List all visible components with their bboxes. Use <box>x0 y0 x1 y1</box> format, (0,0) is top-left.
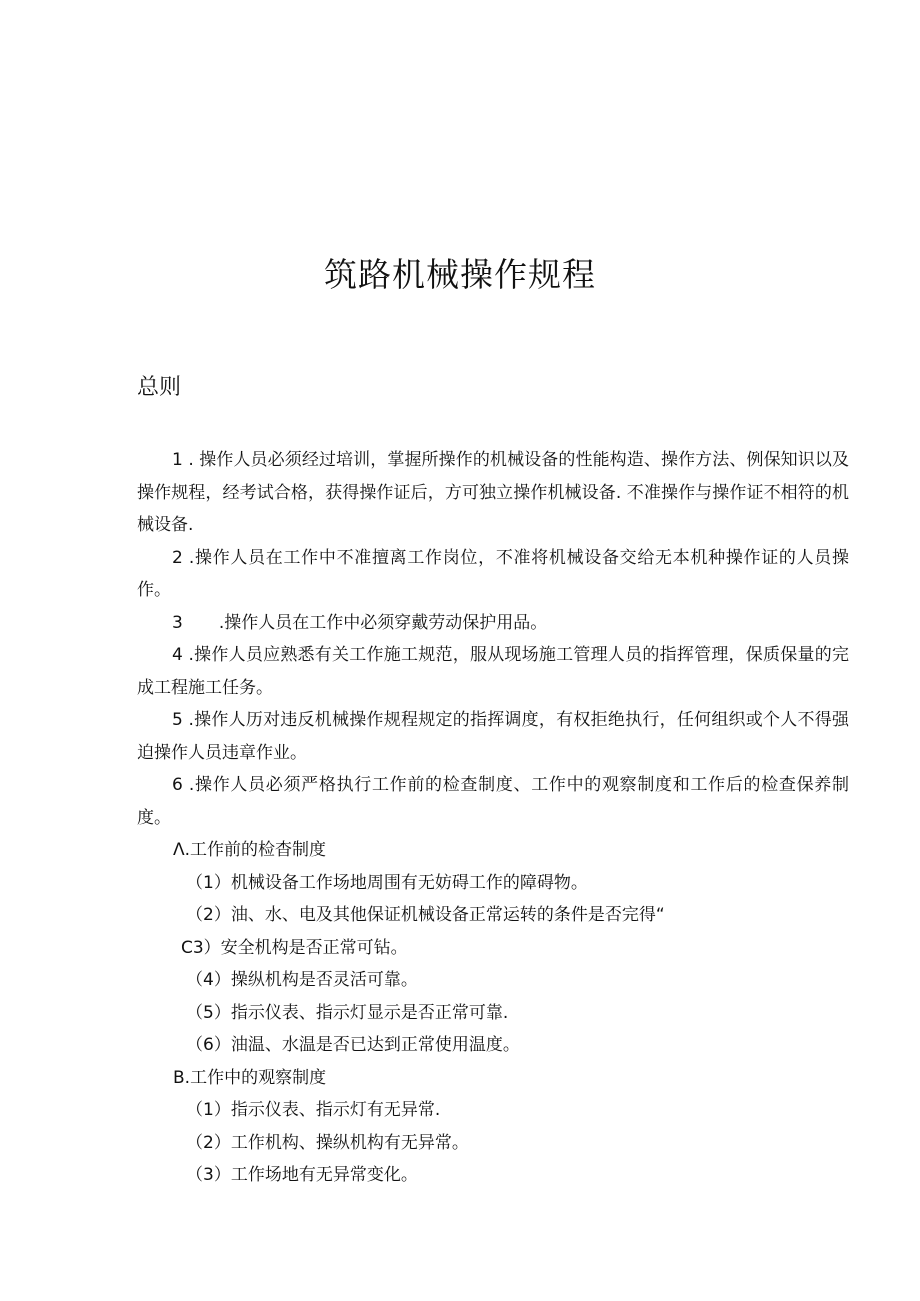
paragraph-text: .操作人员在工作中必须穿戴劳动保护用品。 <box>218 612 548 633</box>
document-body <box>137 444 849 1192</box>
check-item-1: （1）机械设备工作场地周围有无妨碍工作的障碍物。 <box>186 872 588 893</box>
observe-item-2: （2）工作机构、操纵机构有无异常。 <box>186 1132 469 1153</box>
paragraph-5 <box>137 704 849 769</box>
paragraph-number: 1 <box>172 450 183 470</box>
paragraph-text: .操作人员应熟悉有关工作施工规范，服从现场施工管理人员的指挥管理，保质保量的完成工程施工任务。 <box>137 645 849 698</box>
check-item-5: （5）指示仪表、指示灯显示是否正常可靠. <box>186 1002 509 1023</box>
observe-item-3: （3）工作场地有无异常变化。 <box>186 1165 418 1185</box>
paragraph-2 <box>137 542 849 607</box>
document-title: 筑路机械操作规程 <box>324 255 596 294</box>
section-heading: 总则 <box>137 375 182 400</box>
paragraph-3 <box>137 607 849 640</box>
paragraph-number: 2 <box>172 547 183 568</box>
paragraph-number: 5 <box>172 710 183 730</box>
paragraph-number: 6 <box>172 775 183 795</box>
paragraph-1 <box>137 444 849 542</box>
paragraph-6 <box>137 769 849 834</box>
paragraph-number: 3 <box>172 612 183 633</box>
check-item-2: （2）油、水、电及其他保证机械设备正常运转的条件是否完得“ <box>186 905 665 925</box>
subsection-a-heading: Λ.工作前的检杳制度 <box>173 840 327 860</box>
paragraph-text: .操作人员在工作中不准擅离工作岗位，不准将机械设备交给无本机种操作证的人员操作。 <box>137 547 849 600</box>
paragraph-text: .操作人员必须严格执行工作前的检查制度、工作中的观察制度和工作后的检查保养制度。 <box>137 775 849 828</box>
paragraph-number: 4 <box>172 645 183 665</box>
paragraph-text: .操作人历对违反机械操作规程规定的指挥调度，有权拒绝执行，任何组织或个人不得强迫操作人员违章作业。 <box>137 710 849 763</box>
subsection-b-heading: B.工作中的观察制度 <box>173 1067 327 1088</box>
check-item-6: （6）油温、水温是否已达到正常使用温度。 <box>186 1035 520 1055</box>
check-item-4: （4）操纵机构是否灵活可靠。 <box>186 970 418 990</box>
paragraph-text: . 操作人员必须经过培训，掌握所操作的机械设备的性能构造、操作方法、例保知识以及操作规程，经考试合格，获得操作证后，方可独立操作机械设备. 不准操作与操作证不相符的机械设备. <box>137 450 849 535</box>
paragraph-4 <box>137 639 849 704</box>
check-item-3: C3）安全机构是否正常可钻。 <box>181 937 408 958</box>
observe-item-1: （1）指示仪表、指示灯有无异常. <box>186 1100 441 1120</box>
